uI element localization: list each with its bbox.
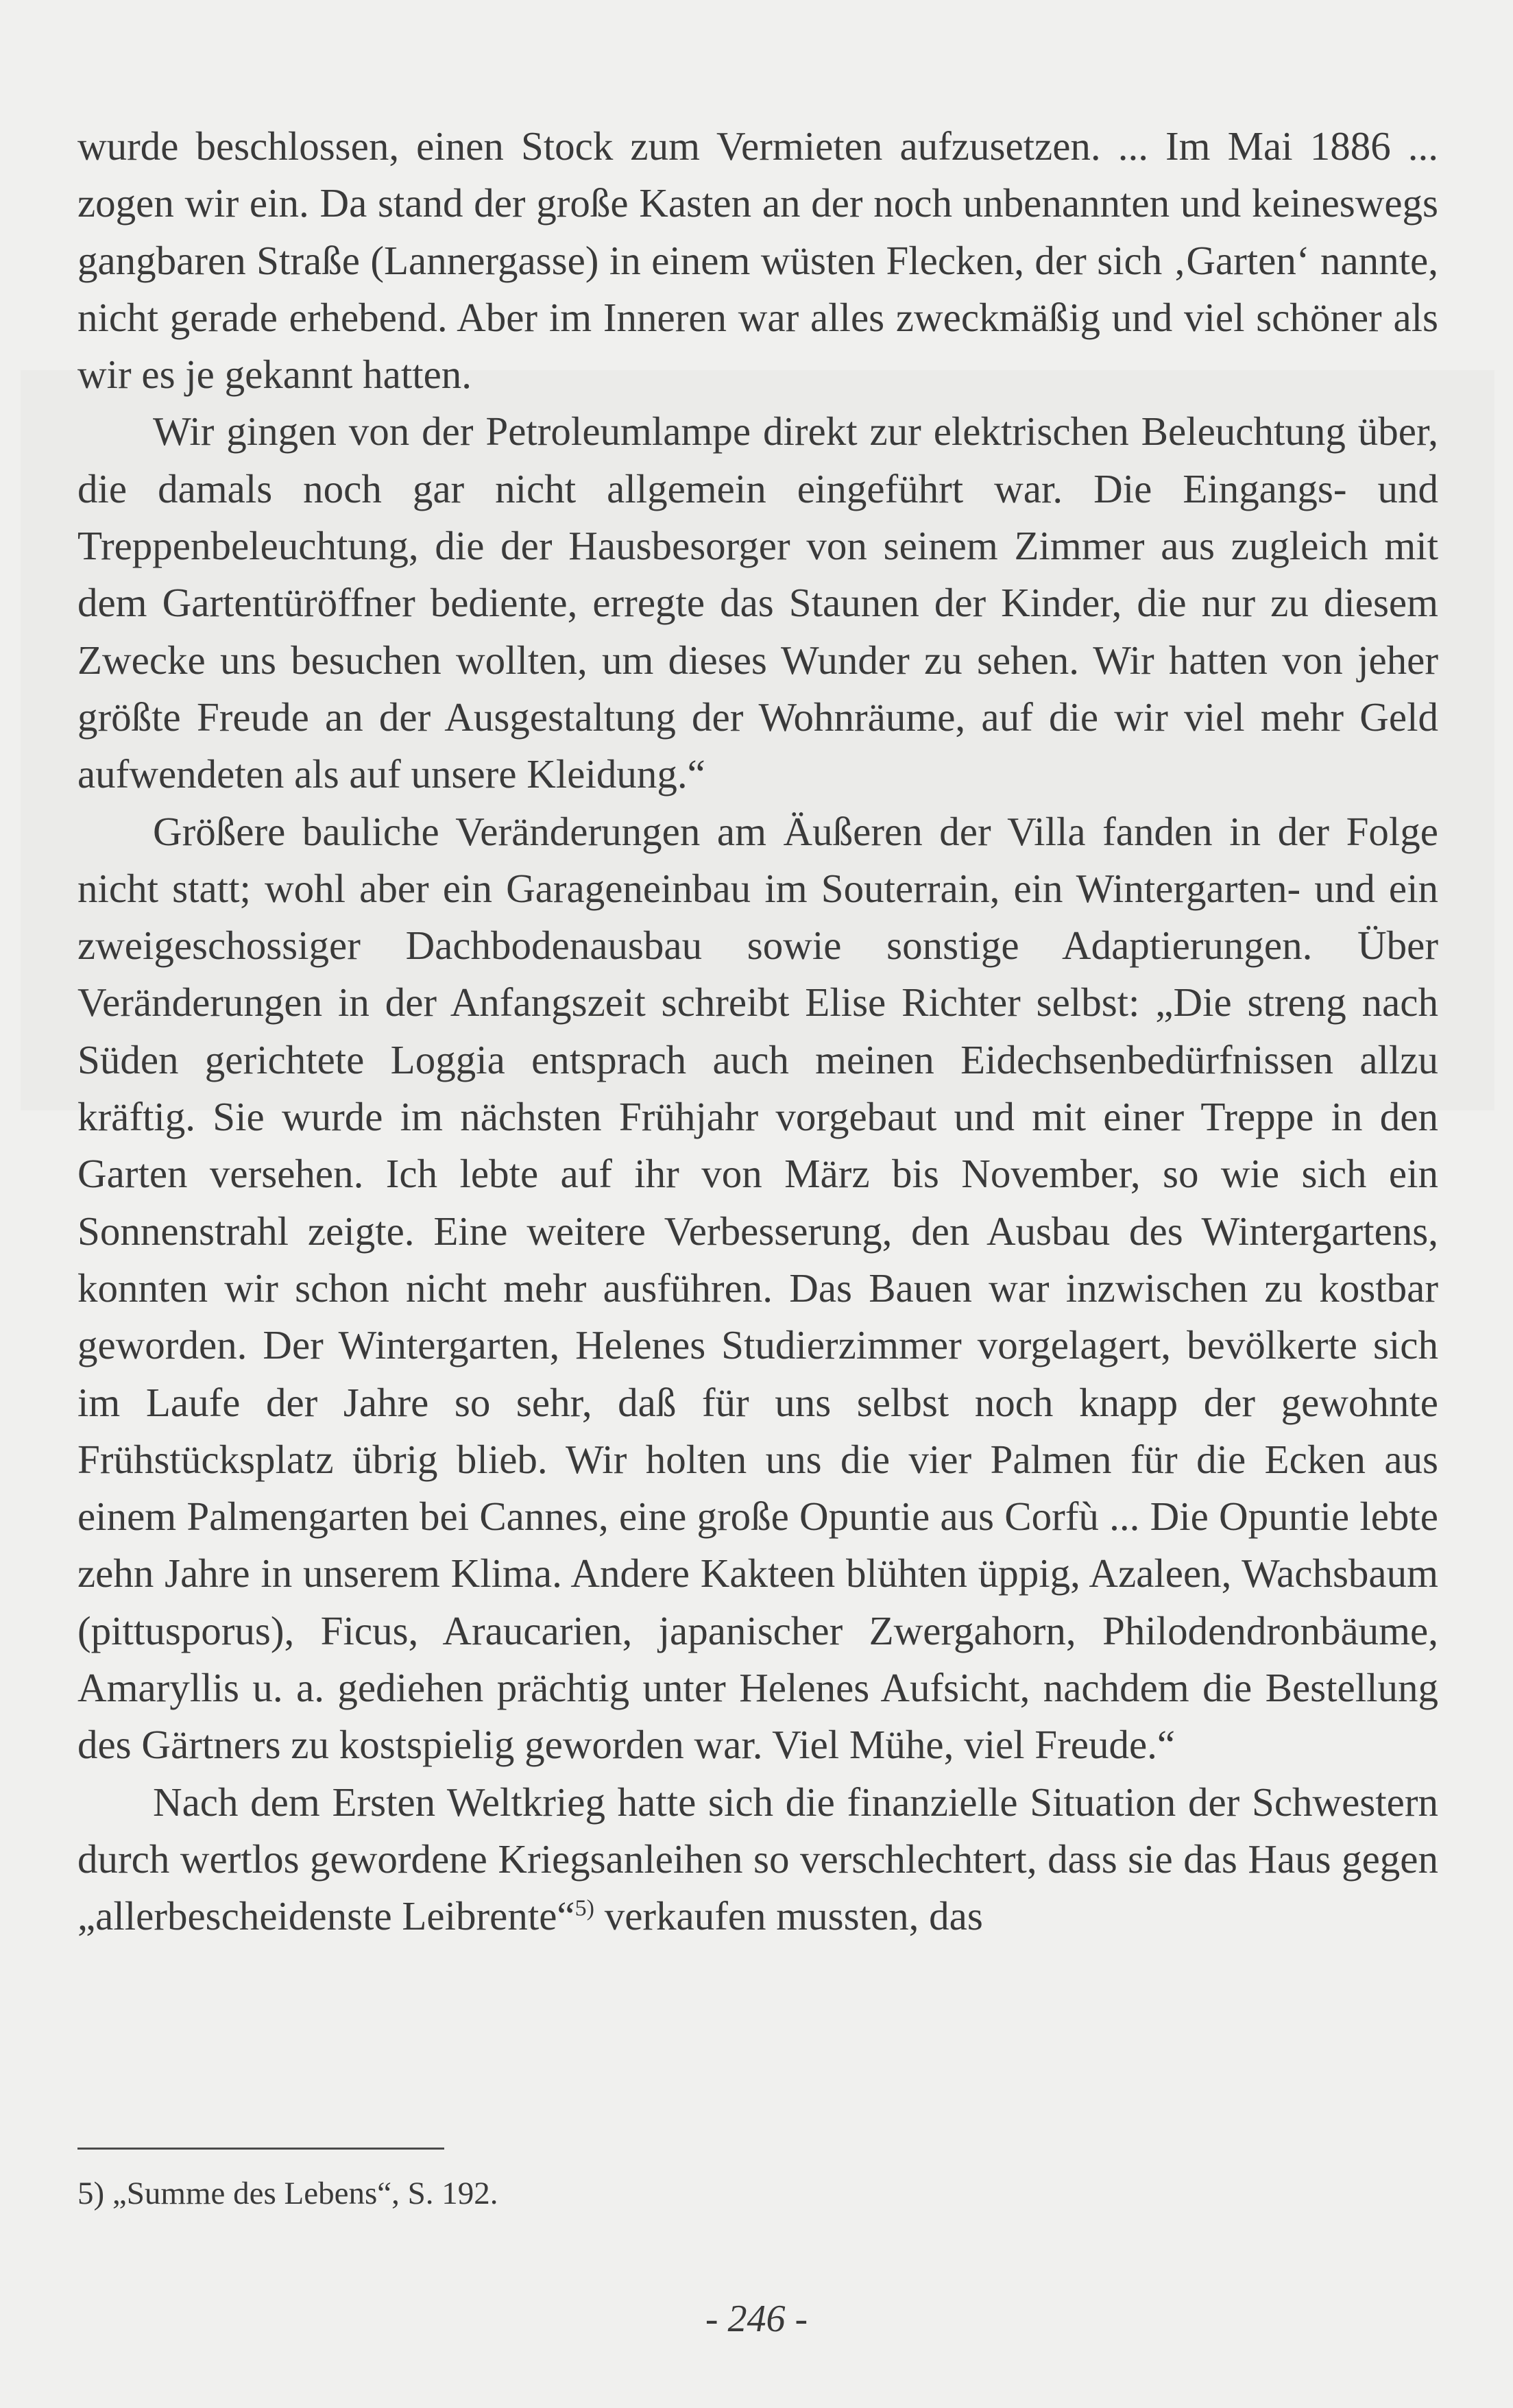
footnote-separator [77, 2148, 444, 2150]
paragraph-lighting: Wir gingen von der Petroleumlampe direkt zur elektrischen Beleuchtung über, die damals noch gar nicht allgemein eingeführt war. Die Eingangs- und Treppenbeleuchtung, die der Hausbesorger von seinem Zimmer aus zugleich mit dem Gartentüröffner bediente, erregte das Staunen der Kinder, die nur zu diesem Zwecke uns besuchen wollten, um dieses Wunder zu sehen. Wir hatten von jeher größte Freude an der Ausgestaltung der Wohnräume, auf die wir viel mehr Geld aufwendeten als auf unsere Kleidung.“ [77, 409, 1438, 797]
footnote-reference: 5) [574, 1895, 594, 1921]
main-text [77, 118, 1438, 1945]
paragraph-alterations: Größere bauliche Veränderungen am Äußeren der Villa fanden in der Folge nicht statt; wohl aber ein Garageneinbau im Souterrain, ein Wintergarten- und ein zweigeschossiger Dachbodenausbau sowie sonstige Adaptierungen. Über Veränderungen in der Anfangszeit schreibt Elise Richter selbst: „Die streng nach Süden gerichtete Loggia entsprach auch meinen Eidechsenbedürfnissen allzu kräftig. Sie wurde im nächsten Frühjahr vorgebaut und mit einer Treppe in den Garten versehen. Ich lebte auf ihr von März bis November, so wie sich ein Sonnenstrahl zeigte. Eine weitere Verbesserung, den Ausbau des Wintergartens, konnten wir schon nicht mehr ausführen. Das Bauen war inzwischen zu kostbar geworden. Der Wintergarten, Helenes Studierzimmer vorgelagert, bevölkerte sich im Laufe der Jahre so sehr, daß für uns selbst noch knapp der gewohnte Frühstücksplatz übrig blieb. Wir holten uns die vier Palmen für die Ecken aus einem Palmengarten bei Cannes, eine große Opuntie aus Corfù ... Die Opuntie lebte zehn Jahre in unserem Klima. Andere Kakteen blühten üppig, Azaleen, Wachsbaum (pittusporus), Ficus, Araucarien, japanischer Zwergahorn, Philodendronbäume, Amaryllis u. a. gediehen prächtig unter Helenes Aufsicht, nachdem die Bestellung des Gärtners zu kostspielig geworden war. Viel Mühe, viel Freude.“ [77, 808, 1438, 1768]
footnote: 5) „Summe des Lebens“, S. 192. [77, 2176, 498, 2211]
page-number: - 246 - [705, 2298, 808, 2340]
paragraph-text-after-ref: verkaufen mussten, das [594, 1893, 983, 1939]
paragraph-after-war [77, 1774, 1438, 1945]
paragraph-text-before-ref: Nach dem Ersten Weltkrieg hatte sich die finanzielle Situation der Schwestern durch wertlos gewordene Kriegsanleihen so verschlechtert, dass sie das Haus gegen „allerbescheidenste Leibrente“ [77, 1779, 1438, 1939]
paragraph-continuation: wurde beschlossen, einen Stock zum Vermieten aufzusetzen. ... Im Mai 1886 ... zogen wir ein. Da stand der große Kasten an der noch unbenannten und keineswegs gangbaren Straße (Lannergasse) in einem wüsten Flecken, der sich ‚Garten‘ nannte, nicht gerade erhebend. Aber im Inneren war alles zweckmäßig und viel schöner als wir es je gekannt hatten. [77, 123, 1438, 398]
